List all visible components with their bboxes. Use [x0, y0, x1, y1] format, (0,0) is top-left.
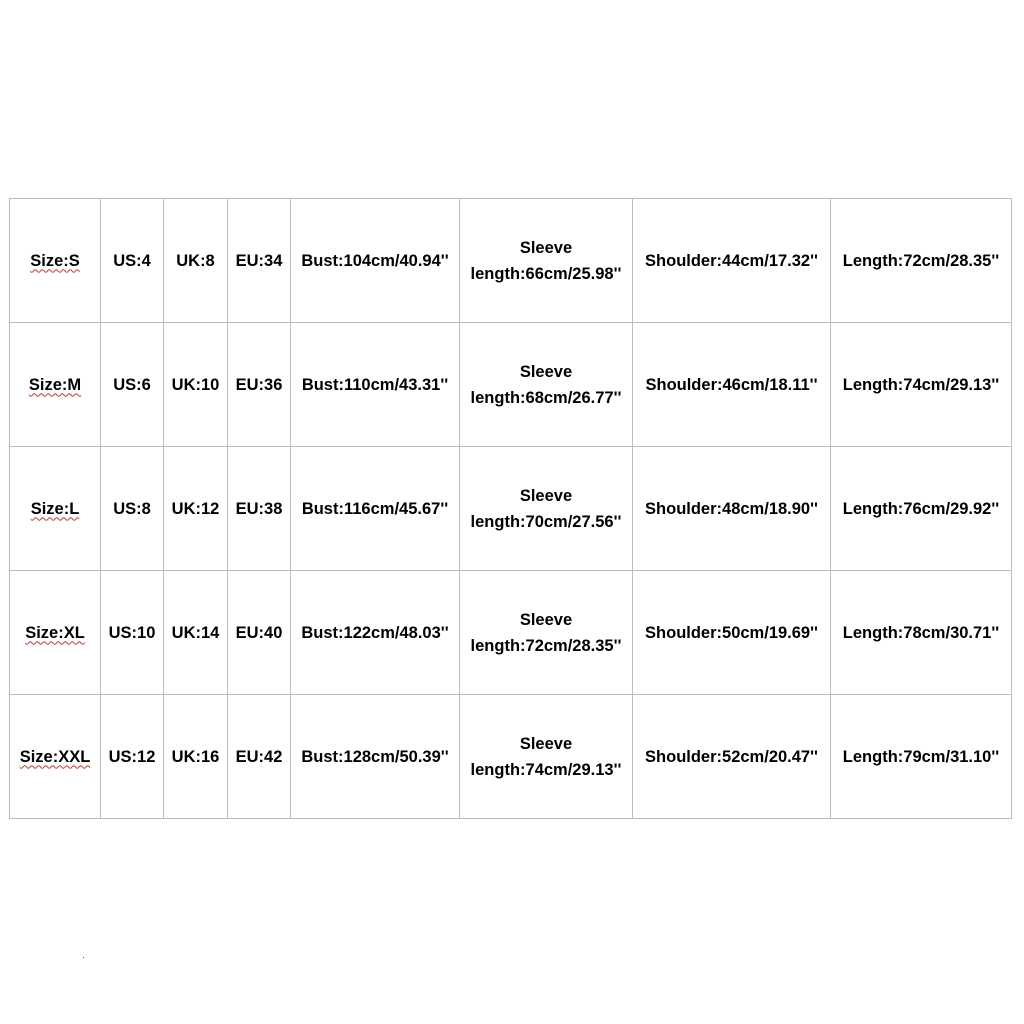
- size-label: Size:M: [28, 375, 82, 394]
- sleeve-length-cell: [460, 695, 633, 819]
- us-size-cell: US:6: [101, 323, 164, 447]
- length-cell: Length:78cm/30.71'': [831, 571, 1012, 695]
- table-row: [10, 447, 1012, 571]
- eu-size-cell: EU:40: [228, 571, 291, 695]
- size-cell: [10, 323, 101, 447]
- bust-cell: Bust:116cm/45.67'': [291, 447, 460, 571]
- sleeve-length-cell: [460, 323, 633, 447]
- length-cell: Length:76cm/29.92'': [831, 447, 1012, 571]
- bust-cell: Bust:128cm/50.39'': [291, 695, 460, 819]
- length-cell: Length:72cm/28.35'': [831, 199, 1012, 323]
- size-label: Size:XL: [25, 623, 85, 642]
- sleeve-value: length:70cm/27.56'': [470, 512, 622, 531]
- us-size-cell: US:4: [101, 199, 164, 323]
- length-cell: Length:79cm/31.10'': [831, 695, 1012, 819]
- bust-cell: Bust:110cm/43.31'': [291, 323, 460, 447]
- sleeve-label: Sleeve: [519, 362, 573, 381]
- uk-size-cell: UK:14: [164, 571, 228, 695]
- sleeve-length-cell: [460, 199, 633, 323]
- uk-size-cell: UK:10: [164, 323, 228, 447]
- size-label: Size:S: [30, 251, 80, 270]
- table-row: [10, 323, 1012, 447]
- sleeve-length-cell: [460, 571, 633, 695]
- sleeve-label: Sleeve: [519, 734, 573, 753]
- sleeve-label: Sleeve: [519, 238, 573, 257]
- us-size-cell: US:8: [101, 447, 164, 571]
- sleeve-value: length:68cm/26.77'': [470, 388, 622, 407]
- eu-size-cell: EU:42: [228, 695, 291, 819]
- eu-size-cell: EU:38: [228, 447, 291, 571]
- table-row: [10, 695, 1012, 819]
- size-cell: [10, 199, 101, 323]
- table-row: [10, 571, 1012, 695]
- size-cell: [10, 571, 101, 695]
- shoulder-cell: Shoulder:52cm/20.47'': [633, 695, 831, 819]
- shoulder-cell: Shoulder:50cm/19.69'': [633, 571, 831, 695]
- us-size-cell: US:12: [101, 695, 164, 819]
- size-chart-table: [9, 198, 1012, 819]
- speck-mark: [83, 957, 84, 958]
- bust-cell: Bust:104cm/40.94'': [291, 199, 460, 323]
- uk-size-cell: UK:16: [164, 695, 228, 819]
- uk-size-cell: UK:8: [164, 199, 228, 323]
- eu-size-cell: EU:36: [228, 323, 291, 447]
- shoulder-cell: Shoulder:46cm/18.11'': [633, 323, 831, 447]
- sleeve-label: Sleeve: [519, 486, 573, 505]
- uk-size-cell: UK:12: [164, 447, 228, 571]
- shoulder-cell: Shoulder:48cm/18.90'': [633, 447, 831, 571]
- size-cell: [10, 695, 101, 819]
- size-label: Size:XXL: [19, 747, 91, 766]
- size-label: Size:L: [30, 499, 80, 518]
- sleeve-length-cell: [460, 447, 633, 571]
- sleeve-value: length:74cm/29.13'': [470, 760, 622, 779]
- bust-cell: Bust:122cm/48.03'': [291, 571, 460, 695]
- sleeve-value: length:66cm/25.98'': [470, 264, 622, 283]
- table-row: [10, 199, 1012, 323]
- size-cell: [10, 447, 101, 571]
- sleeve-value: length:72cm/28.35'': [470, 636, 622, 655]
- sleeve-label: Sleeve: [519, 610, 573, 629]
- us-size-cell: US:10: [101, 571, 164, 695]
- length-cell: Length:74cm/29.13'': [831, 323, 1012, 447]
- shoulder-cell: Shoulder:44cm/17.32'': [633, 199, 831, 323]
- eu-size-cell: EU:34: [228, 199, 291, 323]
